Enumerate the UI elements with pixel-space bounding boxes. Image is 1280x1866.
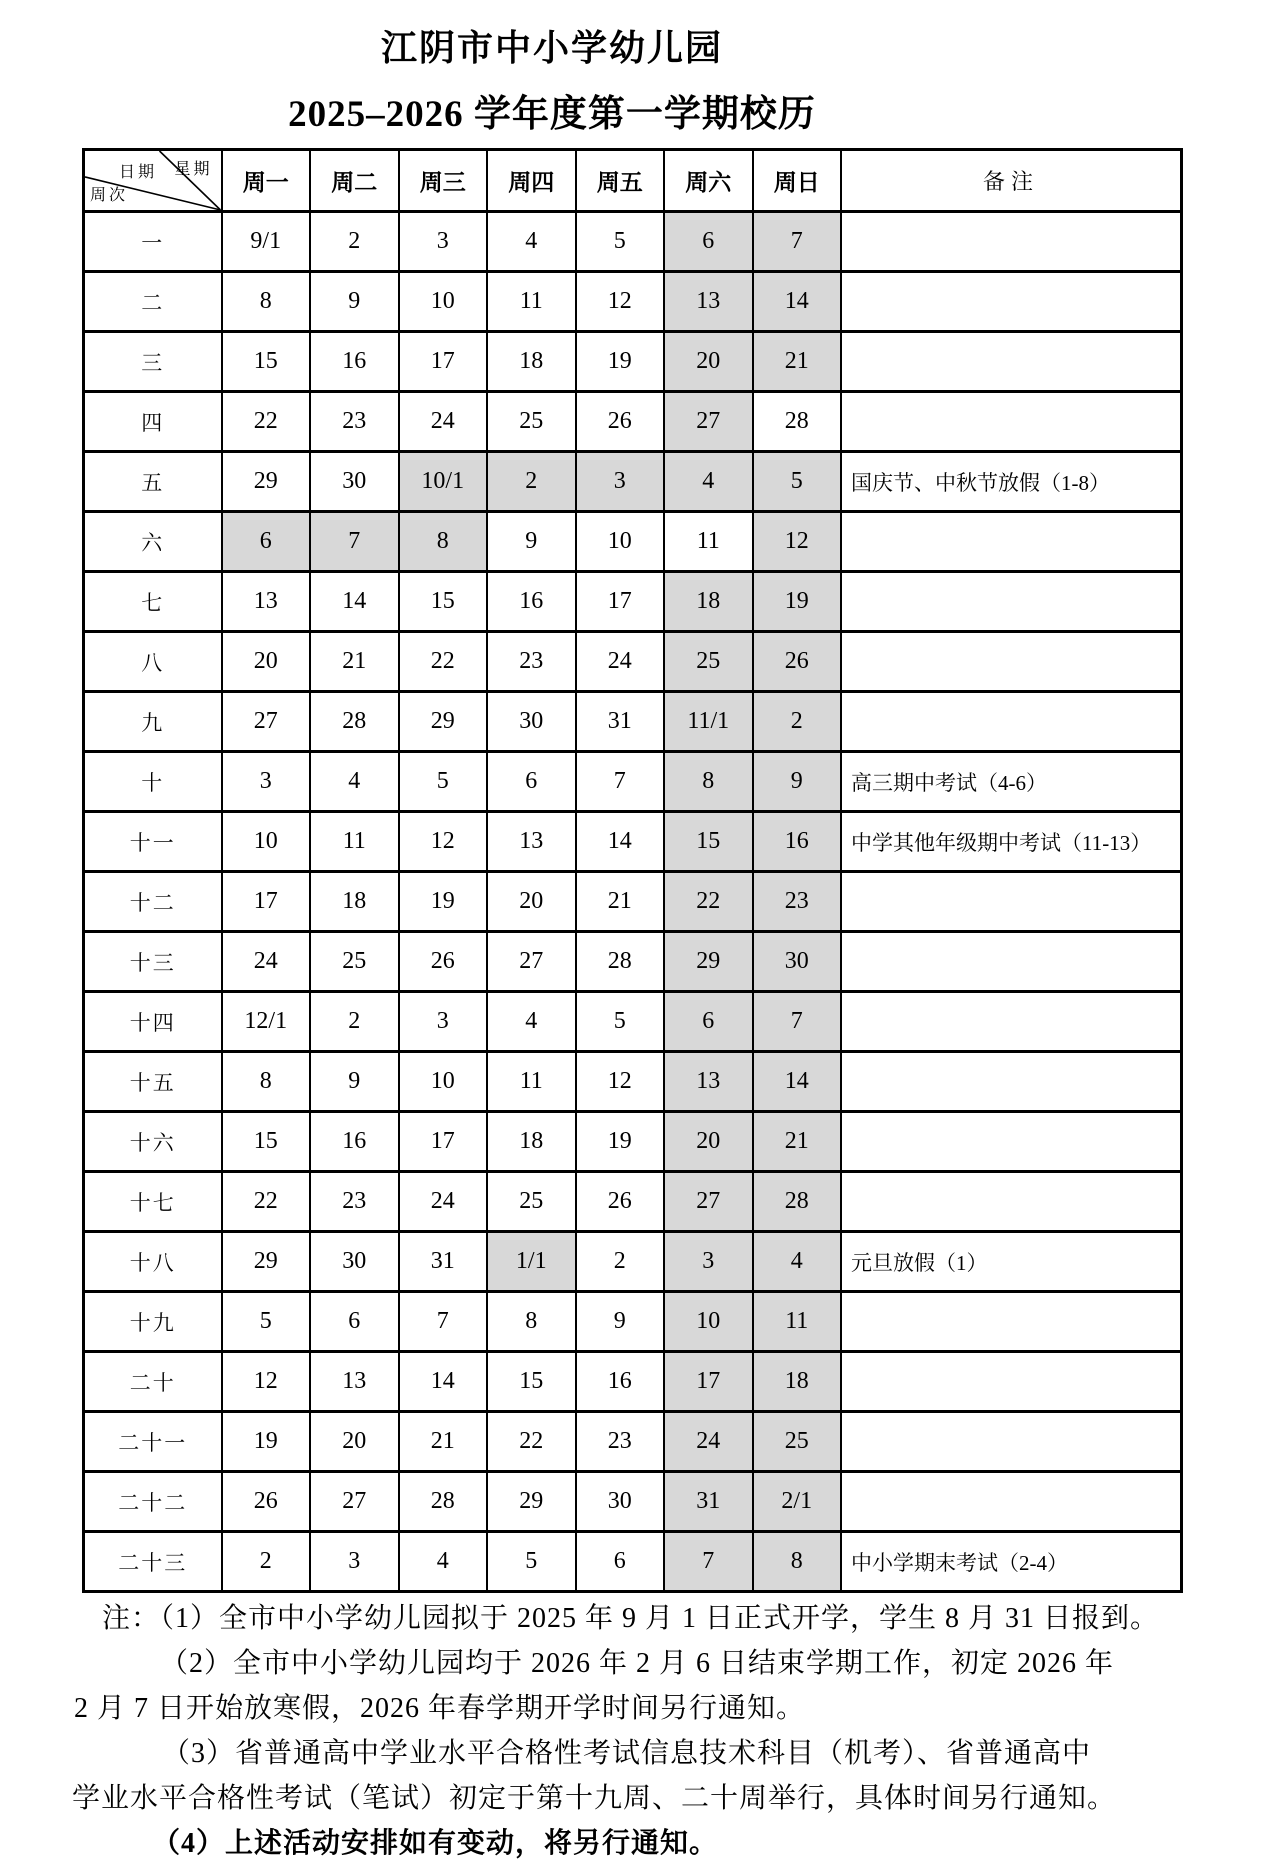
date-cell: 10	[222, 812, 311, 872]
date-cell: 7	[664, 1532, 753, 1592]
footnote-line: （4）上述活动安排如有变动，将另行通知。	[152, 1828, 719, 1859]
remark-cell	[841, 1292, 1182, 1352]
date-cell: 28	[753, 1172, 842, 1232]
date-cell: 16	[576, 1352, 665, 1412]
date-cell: 20	[222, 632, 311, 692]
date-cell: 22	[222, 1172, 311, 1232]
date-cell: 16	[310, 332, 399, 392]
week-number-label: 十	[84, 752, 222, 812]
week-number-label: 四	[84, 392, 222, 452]
remark-cell: 高三期中考试（4-6）	[841, 752, 1182, 812]
table-row	[84, 872, 1182, 932]
date-cell: 8	[487, 1292, 576, 1352]
remark-cell	[841, 992, 1182, 1052]
date-cell: 18	[487, 1112, 576, 1172]
remark-cell	[841, 1472, 1182, 1532]
date-cell: 2	[753, 692, 842, 752]
date-cell: 6	[222, 512, 311, 572]
date-cell: 4	[487, 212, 576, 272]
date-cell: 9	[576, 1292, 665, 1352]
header-row	[84, 150, 1182, 212]
date-cell: 6	[664, 992, 753, 1052]
table-row	[84, 1532, 1182, 1592]
date-cell: 9/1	[222, 212, 311, 272]
date-cell: 9	[753, 752, 842, 812]
date-cell: 14	[399, 1352, 488, 1412]
footnotes	[72, 1596, 1217, 1866]
week-number-label: 二十二	[84, 1472, 222, 1532]
date-cell: 31	[664, 1472, 753, 1532]
remark-header: 备注	[841, 150, 1182, 212]
date-cell: 24	[222, 932, 311, 992]
date-cell: 21	[399, 1412, 488, 1472]
corner-date-label: 日期	[119, 164, 158, 181]
date-cell: 16	[487, 572, 576, 632]
remark-cell: 国庆节、中秋节放假（1-8）	[841, 452, 1182, 512]
date-cell: 11	[310, 812, 399, 872]
remark-cell	[841, 932, 1182, 992]
table-row	[84, 1292, 1182, 1352]
week-number-label: 八	[84, 632, 222, 692]
table-row	[84, 1352, 1182, 1412]
date-cell: 4	[399, 1532, 488, 1592]
date-cell: 8	[753, 1532, 842, 1592]
week-number-label: 三	[84, 332, 222, 392]
date-cell: 10	[399, 272, 488, 332]
date-cell: 5	[399, 752, 488, 812]
date-cell: 8	[664, 752, 753, 812]
table-row	[84, 1412, 1182, 1472]
remark-cell	[841, 1052, 1182, 1112]
date-cell: 10/1	[399, 452, 488, 512]
table-row	[84, 812, 1182, 872]
remark-cell	[841, 212, 1182, 272]
day-header-saturday: 周六	[664, 150, 753, 212]
date-cell: 31	[399, 1232, 488, 1292]
date-cell: 12	[399, 812, 488, 872]
table-row	[84, 752, 1182, 812]
week-number-label: 五	[84, 452, 222, 512]
week-number-label: 十八	[84, 1232, 222, 1292]
week-number-label: 十二	[84, 872, 222, 932]
date-cell: 9	[487, 512, 576, 572]
date-cell: 3	[399, 212, 488, 272]
footnote-line: 注：（1）全市中小学幼儿园拟于 2025 年 9 月 1 日正式开学，学生 8 月 31 日报到。	[102, 1603, 1160, 1634]
date-cell: 2	[576, 1232, 665, 1292]
date-cell: 23	[310, 392, 399, 452]
week-number-label: 十四	[84, 992, 222, 1052]
date-cell: 30	[753, 932, 842, 992]
date-cell: 7	[753, 212, 842, 272]
document-header	[0, 20, 1104, 137]
date-cell: 7	[310, 512, 399, 572]
remark-cell: 元旦放假（1）	[841, 1232, 1182, 1292]
table-row	[84, 452, 1182, 512]
page-title-line2: 2025–2026 学年度第一学期校历	[288, 94, 816, 135]
date-cell: 6	[487, 752, 576, 812]
date-cell: 26	[753, 632, 842, 692]
date-cell: 18	[664, 572, 753, 632]
date-cell: 5	[222, 1292, 311, 1352]
date-cell: 19	[753, 572, 842, 632]
date-cell: 20	[310, 1412, 399, 1472]
week-number-label: 二十三	[84, 1532, 222, 1592]
date-cell: 8	[222, 272, 311, 332]
date-cell: 4	[664, 452, 753, 512]
date-cell: 4	[487, 992, 576, 1052]
table-row	[84, 332, 1182, 392]
date-cell: 23	[753, 872, 842, 932]
date-cell: 26	[576, 1172, 665, 1232]
table-row	[84, 1472, 1182, 1532]
date-cell: 30	[487, 692, 576, 752]
week-number-label: 二十	[84, 1352, 222, 1412]
date-cell: 11/1	[664, 692, 753, 752]
date-cell: 12	[753, 512, 842, 572]
date-cell: 12	[576, 1052, 665, 1112]
week-number-label: 十五	[84, 1052, 222, 1112]
table-row	[84, 932, 1182, 992]
date-cell: 11	[664, 512, 753, 572]
date-cell: 29	[222, 1232, 311, 1292]
date-cell: 28	[753, 392, 842, 452]
date-cell: 21	[753, 1112, 842, 1172]
date-cell: 22	[222, 392, 311, 452]
date-cell: 13	[664, 1052, 753, 1112]
date-cell: 22	[399, 632, 488, 692]
remark-cell	[841, 632, 1182, 692]
date-cell: 17	[222, 872, 311, 932]
school-calendar-table	[82, 148, 1183, 1593]
date-cell: 26	[399, 932, 488, 992]
date-cell: 22	[664, 872, 753, 932]
date-cell: 19	[576, 332, 665, 392]
date-cell: 24	[399, 1172, 488, 1232]
week-number-label: 七	[84, 572, 222, 632]
date-cell: 30	[576, 1472, 665, 1532]
date-cell: 5	[576, 212, 665, 272]
date-cell: 23	[576, 1412, 665, 1472]
week-number-label: 十三	[84, 932, 222, 992]
day-header-thursday: 周四	[487, 150, 576, 212]
corner-week-label: 周次	[90, 187, 129, 204]
table-row	[84, 1172, 1182, 1232]
date-cell: 22	[487, 1412, 576, 1472]
remark-cell: 中小学期末考试（2-4）	[841, 1532, 1182, 1592]
date-cell: 17	[576, 572, 665, 632]
week-number-label: 九	[84, 692, 222, 752]
remark-cell	[841, 1412, 1182, 1472]
date-cell: 27	[487, 932, 576, 992]
date-cell: 2	[222, 1532, 311, 1592]
date-cell: 14	[753, 1052, 842, 1112]
date-cell: 9	[310, 272, 399, 332]
day-header-sunday: 周日	[753, 150, 842, 212]
date-cell: 14	[576, 812, 665, 872]
week-number-label: 一	[84, 212, 222, 272]
date-cell: 15	[487, 1352, 576, 1412]
date-cell: 16	[753, 812, 842, 872]
date-cell: 11	[487, 272, 576, 332]
date-cell: 8	[399, 512, 488, 572]
date-cell: 9	[310, 1052, 399, 1112]
date-cell: 1/1	[487, 1232, 576, 1292]
date-cell: 12/1	[222, 992, 311, 1052]
date-cell: 28	[399, 1472, 488, 1532]
date-cell: 21	[310, 632, 399, 692]
table-row	[84, 1232, 1182, 1292]
corner-header-cell	[84, 150, 222, 212]
calendar-body	[84, 212, 1182, 1592]
date-cell: 11	[487, 1052, 576, 1112]
date-cell: 28	[576, 932, 665, 992]
table-row	[84, 392, 1182, 452]
date-cell: 7	[753, 992, 842, 1052]
date-cell: 29	[222, 452, 311, 512]
date-cell: 27	[310, 1472, 399, 1532]
day-header-friday: 周五	[576, 150, 665, 212]
week-number-label: 十七	[84, 1172, 222, 1232]
date-cell: 16	[310, 1112, 399, 1172]
table-row	[84, 692, 1182, 752]
day-header-monday: 周一	[222, 150, 311, 212]
corner-weekday-label: 星期	[174, 161, 213, 178]
table-row	[84, 572, 1182, 632]
date-cell: 3	[576, 452, 665, 512]
date-cell: 6	[310, 1292, 399, 1352]
date-cell: 21	[576, 872, 665, 932]
date-cell: 27	[222, 692, 311, 752]
remark-cell	[841, 1352, 1182, 1412]
date-cell: 11	[753, 1292, 842, 1352]
remark-cell	[841, 1112, 1182, 1172]
date-cell: 15	[664, 812, 753, 872]
date-cell: 20	[664, 332, 753, 392]
remark-cell	[841, 692, 1182, 752]
date-cell: 29	[399, 692, 488, 752]
date-cell: 5	[753, 452, 842, 512]
date-cell: 24	[664, 1412, 753, 1472]
date-cell: 24	[399, 392, 488, 452]
table-row	[84, 1112, 1182, 1172]
week-number-label: 十六	[84, 1112, 222, 1172]
date-cell: 25	[487, 1172, 576, 1232]
date-cell: 25	[310, 932, 399, 992]
date-cell: 17	[399, 1112, 488, 1172]
date-cell: 14	[310, 572, 399, 632]
date-cell: 27	[664, 392, 753, 452]
date-cell: 8	[222, 1052, 311, 1112]
date-cell: 30	[310, 1232, 399, 1292]
date-cell: 19	[399, 872, 488, 932]
date-cell: 20	[664, 1112, 753, 1172]
date-cell: 26	[222, 1472, 311, 1532]
remark-cell	[841, 392, 1182, 452]
date-cell: 25	[753, 1412, 842, 1472]
remark-cell	[841, 332, 1182, 392]
footnote-line: 学业水平合格性考试（笔试）初定于第十九周、二十周举行，具体时间另行通知。	[72, 1783, 1117, 1814]
remark-cell: 中学其他年级期中考试（11-13）	[841, 812, 1182, 872]
date-cell: 14	[753, 272, 842, 332]
table-row	[84, 632, 1182, 692]
day-header-tuesday: 周二	[310, 150, 399, 212]
date-cell: 12	[222, 1352, 311, 1412]
date-cell: 13	[310, 1352, 399, 1412]
date-cell: 3	[222, 752, 311, 812]
date-cell: 18	[310, 872, 399, 932]
date-cell: 26	[576, 392, 665, 452]
date-cell: 2	[310, 212, 399, 272]
date-cell: 10	[664, 1292, 753, 1352]
table-row	[84, 1052, 1182, 1112]
week-number-label: 十九	[84, 1292, 222, 1352]
date-cell: 5	[576, 992, 665, 1052]
date-cell: 3	[310, 1532, 399, 1592]
date-cell: 30	[310, 452, 399, 512]
date-cell: 6	[576, 1532, 665, 1592]
footnote-line: （2）全市中小学幼儿园均于 2026 年 2 月 6 日结束学期工作，初定 2026 年	[160, 1648, 1115, 1679]
table-row	[84, 992, 1182, 1052]
date-cell: 27	[664, 1172, 753, 1232]
date-cell: 25	[664, 632, 753, 692]
date-cell: 29	[664, 932, 753, 992]
footnote-line: 2 月 7 日开始放寒假，2026 年春学期开学时间另行通知。	[74, 1693, 806, 1724]
date-cell: 13	[487, 812, 576, 872]
date-cell: 3	[664, 1232, 753, 1292]
date-cell: 10	[399, 1052, 488, 1112]
date-cell: 15	[399, 572, 488, 632]
day-header-wednesday: 周三	[399, 150, 488, 212]
date-cell: 2/1	[753, 1472, 842, 1532]
week-number-label: 二	[84, 272, 222, 332]
date-cell: 23	[487, 632, 576, 692]
date-cell: 31	[576, 692, 665, 752]
week-number-label: 二十一	[84, 1412, 222, 1472]
remark-cell	[841, 512, 1182, 572]
date-cell: 2	[487, 452, 576, 512]
date-cell: 6	[664, 212, 753, 272]
page-title-line1: 江阴市中小学幼儿园	[380, 28, 723, 68]
date-cell: 10	[576, 512, 665, 572]
table-row	[84, 272, 1182, 332]
date-cell: 23	[310, 1172, 399, 1232]
date-cell: 17	[399, 332, 488, 392]
date-cell: 19	[576, 1112, 665, 1172]
date-cell: 28	[310, 692, 399, 752]
date-cell: 20	[487, 872, 576, 932]
remark-cell	[841, 572, 1182, 632]
date-cell: 4	[310, 752, 399, 812]
date-cell: 29	[487, 1472, 576, 1532]
date-cell: 13	[222, 572, 311, 632]
week-number-label: 十一	[84, 812, 222, 872]
remark-cell	[841, 272, 1182, 332]
date-cell: 17	[664, 1352, 753, 1412]
date-cell: 2	[310, 992, 399, 1052]
date-cell: 5	[487, 1532, 576, 1592]
footnote-line: （3）省普通高中学业水平合格性考试信息技术科目（机考）、省普通高中	[162, 1738, 1092, 1769]
date-cell: 15	[222, 1112, 311, 1172]
date-cell: 7	[576, 752, 665, 812]
table-row	[84, 512, 1182, 572]
date-cell: 7	[399, 1292, 488, 1352]
week-number-label: 六	[84, 512, 222, 572]
date-cell: 3	[399, 992, 488, 1052]
date-cell: 19	[222, 1412, 311, 1472]
remark-cell	[841, 872, 1182, 932]
date-cell: 18	[753, 1352, 842, 1412]
date-cell: 15	[222, 332, 311, 392]
date-cell: 21	[753, 332, 842, 392]
date-cell: 13	[664, 272, 753, 332]
date-cell: 24	[576, 632, 665, 692]
remark-cell	[841, 1172, 1182, 1232]
date-cell: 12	[576, 272, 665, 332]
table-row	[84, 212, 1182, 272]
date-cell: 4	[753, 1232, 842, 1292]
date-cell: 18	[487, 332, 576, 392]
date-cell: 25	[487, 392, 576, 452]
